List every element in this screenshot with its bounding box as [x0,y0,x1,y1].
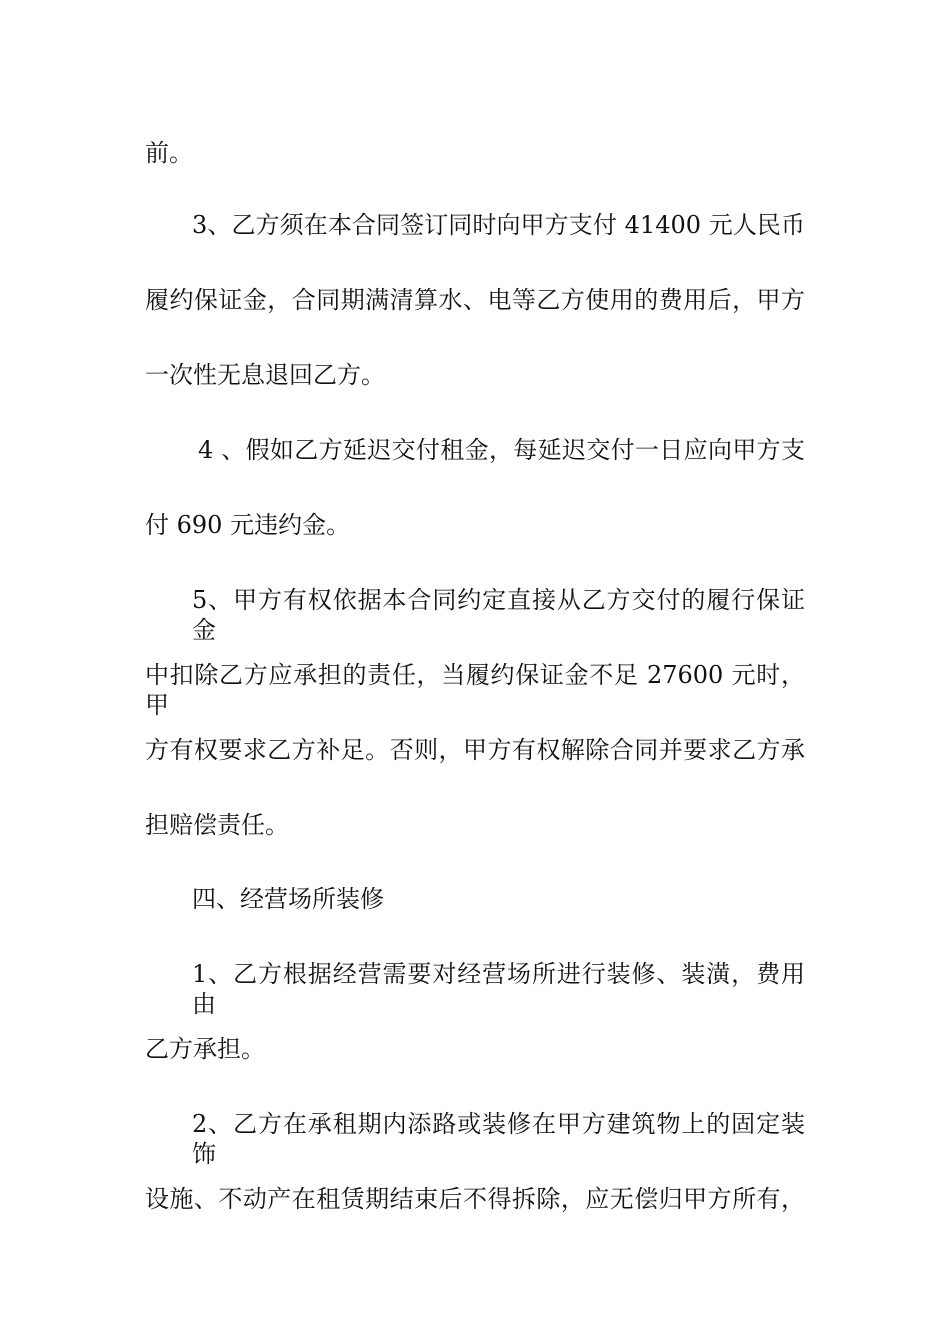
text-line: 设施、不动产在租赁期结束后不得拆除，应无偿归甲方所有， [145,1185,805,1213]
text-line: 付 690 元违约金。 [145,511,351,539]
text-line: 一次性无息退回乙方。 [145,361,385,389]
text-line: 乙方承担。 [145,1035,265,1063]
text-line: 3、乙方须在本合同签订同时向甲方支付 41400 元人民币 [192,211,805,239]
text-line: 担赔偿责任。 [145,811,289,839]
text-line: 4 、假如乙方延迟交付租金，每延迟交付一日应向甲方支 [198,436,805,464]
text-line: 1、乙方根据经营需要对经营场所进行装修、装潢，费用由 [192,960,805,1018]
text-line: 履约保证金，合同期满清算水、电等乙方使用的费用后，甲方 [145,286,805,314]
text-line: 前。 [145,139,193,167]
text-line: 5、甲方有权依据本合同约定直接从乙方交付的履行保证金 [192,586,805,644]
text-line: 方有权要求乙方补足。否则，甲方有权解除合同并要求乙方承 [145,736,805,764]
text-line: 中扣除乙方应承担的责任，当履约保证金不足 27600 元时，甲 [145,661,805,719]
text-line: 2、乙方在承租期内添路或装修在甲方建筑物上的固定装饰 [192,1110,805,1168]
section-heading: 四、经营场所装修 [192,885,384,913]
